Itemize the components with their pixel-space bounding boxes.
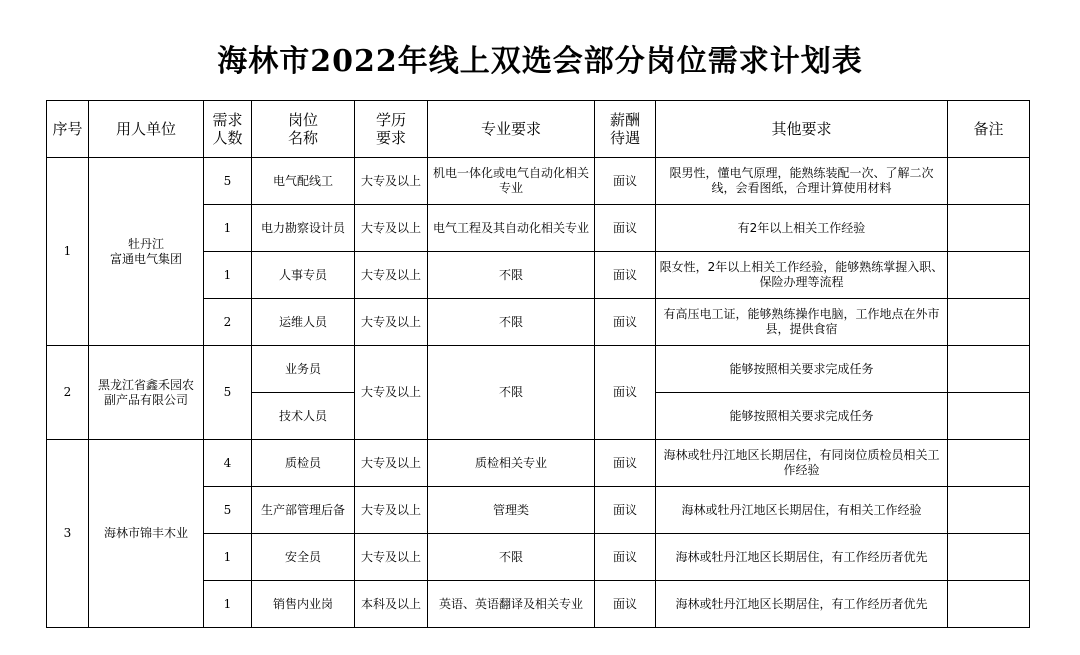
note-cell xyxy=(948,346,1030,393)
salary-cell: 面议 xyxy=(595,487,656,534)
other-cell: 限女性，2年以上相关工作经验，能够熟练掌握入职、保险办理等流程 xyxy=(656,252,948,299)
note-cell xyxy=(948,393,1030,440)
employer-cell: 牡丹江 富通电气集团 xyxy=(89,158,204,346)
salary-cell: 面议 xyxy=(595,252,656,299)
major-cell: 机电一体化或电气自动化相关专业 xyxy=(428,158,595,205)
edu-cell: 大专及以上 xyxy=(355,205,428,252)
major-cell: 电气工程及其自动化相关专业 xyxy=(428,205,595,252)
post-cell: 人事专员 xyxy=(252,252,355,299)
count-cell: 5 xyxy=(204,158,252,205)
page-title: 海林市2022年线上双选会部分岗位需求计划表 xyxy=(217,44,863,79)
major-cell: 不限 xyxy=(428,252,595,299)
job-plan-table xyxy=(46,100,1030,628)
other-cell: 海林或牡丹江地区长期居住，有相关工作经验 xyxy=(656,487,948,534)
header-edu: 学历 要求 xyxy=(355,101,428,158)
count-cell: 1 xyxy=(204,581,252,628)
salary-cell: 面议 xyxy=(595,581,656,628)
post-cell: 电气配线工 xyxy=(252,158,355,205)
seq-cell: 3 xyxy=(47,440,89,628)
seq-cell: 2 xyxy=(47,346,89,440)
edu-cell: 大专及以上 xyxy=(355,299,428,346)
note-cell xyxy=(948,252,1030,299)
other-cell: 能够按照相关要求完成任务 xyxy=(656,346,948,393)
edu-cell: 大专及以上 xyxy=(355,534,428,581)
count-cell: 5 xyxy=(204,346,252,440)
salary-cell: 面议 xyxy=(595,299,656,346)
post-cell: 运维人员 xyxy=(252,299,355,346)
post-cell: 销售内业岗 xyxy=(252,581,355,628)
post-cell: 业务员 xyxy=(252,346,355,393)
count-cell: 4 xyxy=(204,440,252,487)
edu-cell: 本科及以上 xyxy=(355,581,428,628)
post-cell: 质检员 xyxy=(252,440,355,487)
salary-cell: 面议 xyxy=(595,440,656,487)
header-other: 其他要求 xyxy=(656,101,948,158)
employer-cell: 海林市锦丰木业 xyxy=(89,440,204,628)
table-row xyxy=(47,158,1030,205)
salary-cell: 面议 xyxy=(595,205,656,252)
major-cell: 管理类 xyxy=(428,487,595,534)
note-cell xyxy=(948,440,1030,487)
table-row xyxy=(47,440,1030,487)
edu-cell: 大专及以上 xyxy=(355,158,428,205)
count-cell: 1 xyxy=(204,534,252,581)
note-cell xyxy=(948,205,1030,252)
salary-cell: 面议 xyxy=(595,534,656,581)
post-cell: 安全员 xyxy=(252,534,355,581)
other-cell: 海林或牡丹江地区长期居住，有工作经历者优先 xyxy=(656,581,948,628)
other-cell: 有高压电工证，能够熟练操作电脑，工作地点在外市县，提供食宿 xyxy=(656,299,948,346)
edu-cell: 大专及以上 xyxy=(355,440,428,487)
major-cell: 不限 xyxy=(428,299,595,346)
other-cell: 限男性，懂电气原理，能熟练装配一次、了解二次线，会看图纸，合理计算使用材料 xyxy=(656,158,948,205)
header-employer: 用人单位 xyxy=(89,101,204,158)
table-row xyxy=(47,346,1030,393)
other-cell: 能够按照相关要求完成任务 xyxy=(656,393,948,440)
header-seq: 序号 xyxy=(47,101,89,158)
other-cell: 海林或牡丹江地区长期居住，有同岗位质检员相关工作经验 xyxy=(656,440,948,487)
count-cell: 1 xyxy=(204,205,252,252)
salary-cell: 面议 xyxy=(595,158,656,205)
note-cell xyxy=(948,581,1030,628)
post-cell: 生产部管理后备 xyxy=(252,487,355,534)
note-cell xyxy=(948,299,1030,346)
post-cell: 电力勘察设计员 xyxy=(252,205,355,252)
header-post: 岗位 名称 xyxy=(252,101,355,158)
other-cell: 海林或牡丹江地区长期居住，有工作经历者优先 xyxy=(656,534,948,581)
note-cell xyxy=(948,487,1030,534)
count-cell: 1 xyxy=(204,252,252,299)
salary-cell: 面议 xyxy=(595,346,656,440)
employer-cell: 黑龙江省鑫禾园农 副产品有限公司 xyxy=(89,346,204,440)
header-note: 备注 xyxy=(948,101,1030,158)
header-major: 专业要求 xyxy=(428,101,595,158)
major-cell: 质检相关专业 xyxy=(428,440,595,487)
header-salary: 薪酬 待遇 xyxy=(595,101,656,158)
post-cell: 技术人员 xyxy=(252,393,355,440)
major-cell: 不限 xyxy=(428,346,595,440)
major-cell: 不限 xyxy=(428,534,595,581)
major-cell: 英语、英语翻译及相关专业 xyxy=(428,581,595,628)
count-cell: 5 xyxy=(204,487,252,534)
note-cell xyxy=(948,534,1030,581)
edu-cell: 大专及以上 xyxy=(355,487,428,534)
table-header-row xyxy=(47,101,1030,158)
count-cell: 2 xyxy=(204,299,252,346)
seq-cell: 1 xyxy=(47,158,89,346)
header-count: 需求 人数 xyxy=(204,101,252,158)
edu-cell: 大专及以上 xyxy=(355,252,428,299)
edu-cell: 大专及以上 xyxy=(355,346,428,440)
note-cell xyxy=(948,158,1030,205)
other-cell: 有2年以上相关工作经验 xyxy=(656,205,948,252)
